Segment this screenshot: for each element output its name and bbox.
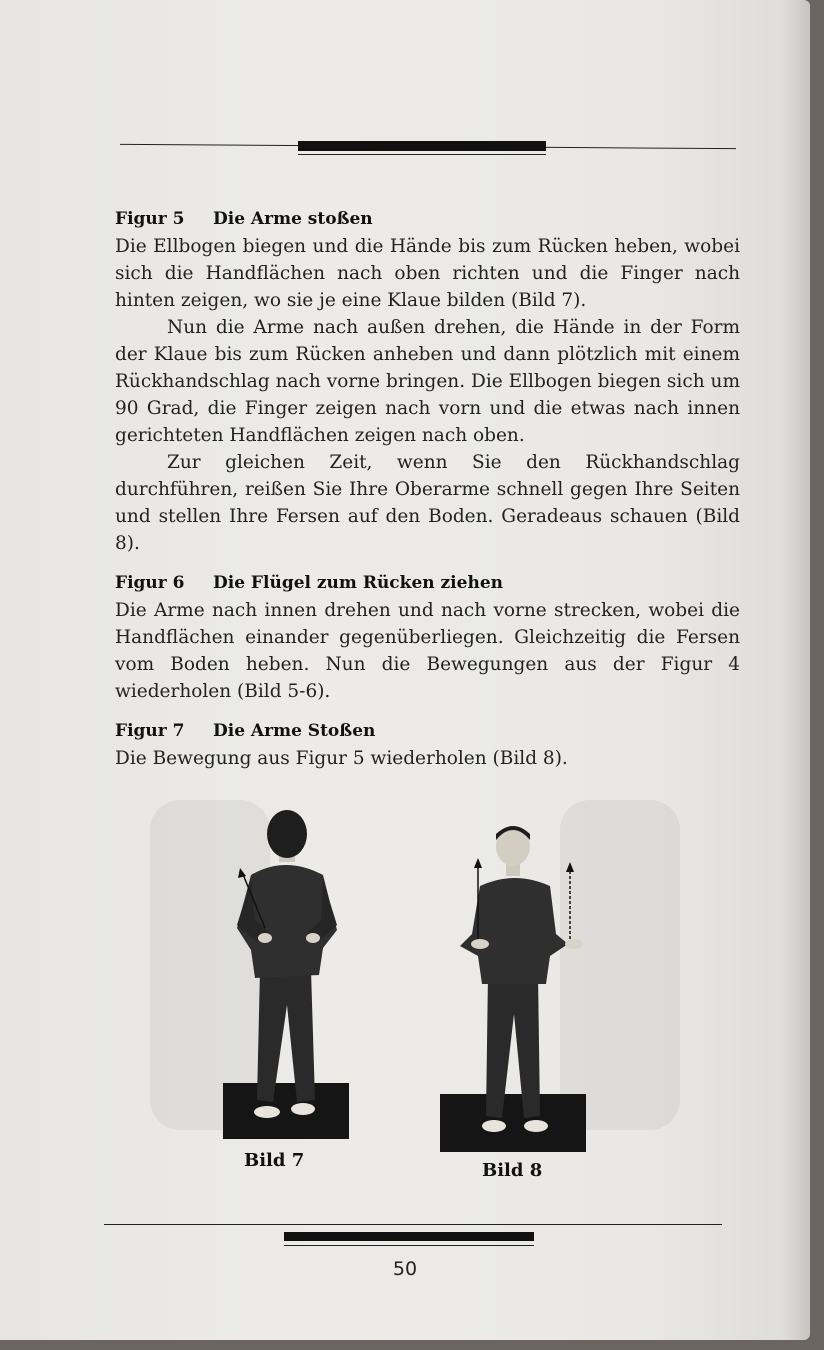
top-rule-bar [298,141,546,151]
paragraph: Die Arme nach innen drehen und nach vorne strecken, wobei die Handflächen einander gegenüberliegen. Gleichzeitig die Fersen vom Boden heben. Nun die Bewegungen aus der Figur 4 wiederholen (Bild 5-6). [115,600,740,702]
section-title: Die Flügel zum Rücken ziehen [213,573,503,593]
bottom-rule-thin [284,1245,534,1246]
bottom-rule-bar [284,1232,534,1241]
section-heading [115,569,740,597]
person-back-view-illustration [215,800,365,1145]
section-figur-7 [115,717,740,772]
caption-bild-7: Bild 7 [244,1150,305,1171]
caption-bild-8: Bild 8 [482,1160,543,1181]
section-figur-5 [115,205,740,557]
paragraph: Die Ellbogen biegen und die Hände bis zum Rücken heben, wobei sich die Handflächen nach oben richten und die Finger nach hinten zeigen, wo sie je eine Klaue bilden (Bild 7). [115,236,740,311]
bottom-rule [104,1224,722,1225]
section-title: Die Arme stoßen [213,209,373,229]
figure-label: Figur 7 [115,721,185,741]
text-content [115,205,740,784]
paragraph: Zur gleichen Zeit, wenn Sie den Rückhandschlag durchführen, reißen Sie Ihre Oberarme schnell gegen Ihre Seiten und stellen Ihre Fersen auf den Boden. Geradeaus schauen (Bild 8). [115,452,740,554]
section-figur-6 [115,569,740,705]
section-title: Die Arme Stoßen [213,721,376,741]
person-front-view-illustration [440,824,590,1154]
section-heading [115,717,740,745]
photo-bild-7 [215,800,365,1145]
figure-label: Figur 6 [115,573,185,593]
paragraph: Nun die Arme nach außen drehen, die Hände in der Form der Klaue bis zum Rücken anheben und dann plötzlich mit einem Rückhandschlag nach vorne bringen. Die Ellbogen biegen sich um 90 Grad, die Finger zeigen nach vorn und die etwas nach innen gerichteten Handflächen zeigen nach oben. [115,317,740,446]
top-rule-thin [298,154,546,155]
paragraph: Die Bewegung aus Figur 5 wiederholen (Bild 8). [115,748,568,769]
page-number: 50 [392,1258,418,1280]
section-heading [115,205,740,233]
photo-bild-8 [440,824,590,1154]
figure-label: Figur 5 [115,209,185,229]
